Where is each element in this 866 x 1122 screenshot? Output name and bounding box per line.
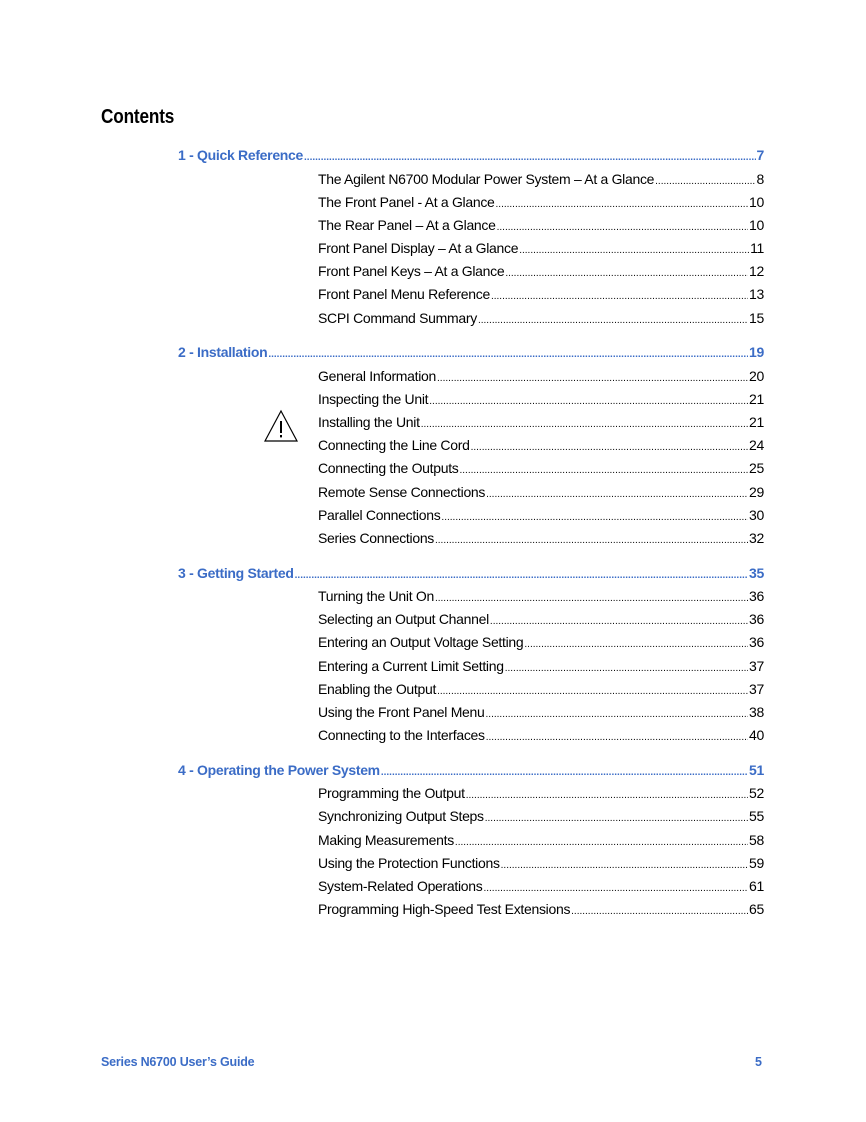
toc-entry-title: Making Measurements	[318, 832, 454, 848]
toc-leader	[429, 392, 748, 412]
toc-page-number: 13	[749, 286, 764, 302]
page-title: Contents	[101, 106, 175, 128]
toc-page-number: 65	[749, 901, 764, 917]
toc-entry-title: Series Connections	[318, 530, 434, 546]
toc-entry-title: Using the Front Panel Menu	[318, 704, 485, 720]
toc-leader	[455, 833, 748, 853]
toc-leader	[571, 902, 748, 922]
toc-page-number: 40	[749, 727, 764, 743]
toc-page-number: 59	[749, 855, 764, 871]
footer-page-number: 5	[755, 1055, 762, 1069]
toc-leader	[505, 659, 748, 679]
toc-page-number: 8	[756, 171, 764, 187]
toc-leader	[486, 485, 748, 505]
toc-entry[interactable]	[318, 725, 764, 745]
toc-page-number: 61	[749, 878, 764, 894]
toc-entry[interactable]	[318, 238, 764, 258]
toc-entry[interactable]	[318, 284, 764, 304]
toc-page-number: 10	[749, 194, 764, 210]
toc-page-number: 36	[749, 611, 764, 627]
toc-page-number: 38	[749, 704, 764, 720]
toc-leader	[524, 635, 748, 655]
toc-entry-title: Remote Sense Connections	[318, 484, 486, 500]
toc-entry[interactable]	[318, 458, 764, 478]
toc-page-number: 37	[749, 658, 764, 674]
toc-entry-title: General Information	[318, 368, 437, 384]
toc-page-number: 32	[749, 530, 764, 546]
toc-entry-title: Entering a Current Limit Setting	[318, 658, 504, 674]
toc-page-number: 10	[749, 217, 764, 233]
toc-entry-title: Enabling the Output	[318, 681, 437, 697]
toc-leader	[471, 438, 748, 458]
toc-entry-title: Connecting the Outputs	[318, 460, 459, 476]
toc-entry-title: Connecting to the Interfaces	[318, 727, 485, 743]
toc-entry[interactable]	[318, 389, 764, 409]
toc-entry[interactable]	[318, 586, 764, 606]
toc-leader	[304, 148, 755, 168]
toc-leader	[501, 856, 748, 876]
toc-entry-title: Synchronizing Output Steps	[318, 808, 484, 824]
toc-leader	[435, 589, 748, 609]
toc-leader	[497, 218, 748, 238]
toc-page-number: 20	[749, 368, 764, 384]
toc-chapter-installation[interactable]	[178, 342, 764, 362]
toc-leader	[655, 172, 755, 192]
toc-entry-title: Selecting an Output Channel	[318, 611, 489, 627]
toc-entry[interactable]	[318, 679, 764, 699]
toc-entry-title: Using the Protection Functions	[318, 855, 500, 871]
toc-leader	[437, 682, 748, 702]
toc-leader	[268, 345, 748, 365]
toc-page-number: 12	[749, 263, 764, 279]
toc-page-number: 30	[749, 507, 764, 523]
toc-leader	[478, 311, 748, 331]
toc-entry-title: The Rear Panel – At a Glance	[318, 217, 496, 233]
toc-entry[interactable]	[318, 215, 764, 235]
toc-chapter-getting-started[interactable]	[178, 563, 764, 583]
toc-entry[interactable]	[318, 609, 764, 629]
toc-leader	[483, 879, 748, 899]
toc-entry[interactable]	[318, 435, 764, 455]
toc-entry[interactable]	[318, 656, 764, 676]
toc-leader	[435, 531, 748, 551]
toc-entry-title: Front Panel Display – At a Glance	[318, 240, 519, 256]
toc-entry-title: Installing the Unit	[318, 414, 420, 430]
toc-leader	[486, 728, 748, 748]
toc-entry[interactable]	[318, 899, 764, 919]
toc-entry-title: System-Related Operations	[318, 878, 483, 894]
toc-entry[interactable]	[318, 632, 764, 652]
toc-entry[interactable]	[318, 308, 764, 328]
toc-page-number: 7	[756, 147, 764, 163]
toc-chapter-title: 4 - Operating the Power System	[178, 762, 380, 778]
toc-chapter-quick-reference[interactable]	[178, 145, 764, 165]
toc-entry[interactable]	[318, 192, 764, 212]
toc-entry[interactable]	[318, 366, 764, 386]
toc-entry-title: Turning the Unit On	[318, 588, 434, 604]
toc-page-number: 55	[749, 808, 764, 824]
toc-entry[interactable]	[318, 412, 764, 432]
toc-page-number: 29	[749, 484, 764, 500]
toc-leader	[381, 763, 748, 783]
toc-page-number: 24	[749, 437, 764, 453]
toc-page-number: 21	[749, 414, 764, 430]
toc-entry[interactable]	[318, 830, 764, 850]
toc-page-number: 11	[750, 240, 764, 256]
toc-entry-title: Programming the Output	[318, 785, 465, 801]
toc-page-number: 19	[749, 344, 764, 360]
toc-leader	[505, 264, 748, 284]
toc-page-number: 58	[749, 832, 764, 848]
toc-leader	[466, 786, 748, 806]
toc-leader	[496, 195, 749, 215]
toc-leader	[486, 705, 748, 725]
toc-entry[interactable]	[318, 482, 764, 502]
toc-leader	[491, 287, 748, 307]
toc-chapter-operating-the-power-system[interactable]	[178, 760, 764, 780]
toc-leader	[421, 415, 748, 435]
toc-leader	[485, 809, 748, 829]
toc-leader	[490, 612, 748, 632]
toc-entry[interactable]	[318, 806, 764, 826]
toc-entry[interactable]	[318, 528, 764, 548]
toc-entry[interactable]	[318, 505, 764, 525]
toc-page-number: 51	[749, 762, 764, 778]
toc-entry[interactable]	[318, 261, 764, 281]
toc-page-number: 15	[749, 310, 764, 326]
toc-entry-title: Inspecting the Unit	[318, 391, 429, 407]
toc-entry-title: Parallel Connections	[318, 507, 441, 523]
toc-leader	[460, 461, 749, 481]
toc-leader	[519, 241, 749, 261]
toc-page-number: 37	[749, 681, 764, 697]
toc-page-number: 25	[749, 460, 764, 476]
toc-page-number: 21	[749, 391, 764, 407]
toc-chapter-title: 2 - Installation	[178, 344, 268, 360]
toc-chapter-title: 3 - Getting Started	[178, 565, 294, 581]
toc-leader	[437, 369, 748, 389]
toc-page-number: 36	[749, 634, 764, 650]
toc-entry-title: The Agilent N6700 Modular Power System – At a Glance	[318, 171, 655, 187]
toc-chapter-title: 1 - Quick Reference	[178, 147, 304, 163]
warning-triangle-icon	[263, 409, 299, 443]
footer-guide-title: Series N6700 User’s Guide	[101, 1055, 255, 1069]
toc-leader	[441, 508, 748, 528]
toc-entry-title: Programming High-Speed Test Extensions	[318, 901, 571, 917]
toc-entry-title: The Front Panel - At a Glance	[318, 194, 495, 210]
toc-entry-title: Front Panel Menu Reference	[318, 286, 490, 302]
toc-entry[interactable]	[318, 702, 764, 722]
toc-page-number: 52	[749, 785, 764, 801]
toc-entry[interactable]	[318, 783, 764, 803]
toc-entry[interactable]	[318, 853, 764, 873]
toc-entry[interactable]	[318, 169, 764, 189]
toc-page-number: 35	[749, 565, 764, 581]
toc-entry-title: SCPI Command Summary	[318, 310, 477, 326]
toc-entry-title: Front Panel Keys – At a Glance	[318, 263, 505, 279]
toc-entry[interactable]	[318, 876, 764, 896]
toc-leader	[295, 566, 748, 586]
toc-entry-title: Connecting the Line Cord	[318, 437, 470, 453]
toc-entry-title: Entering an Output Voltage Setting	[318, 634, 524, 650]
toc-page-number: 36	[749, 588, 764, 604]
